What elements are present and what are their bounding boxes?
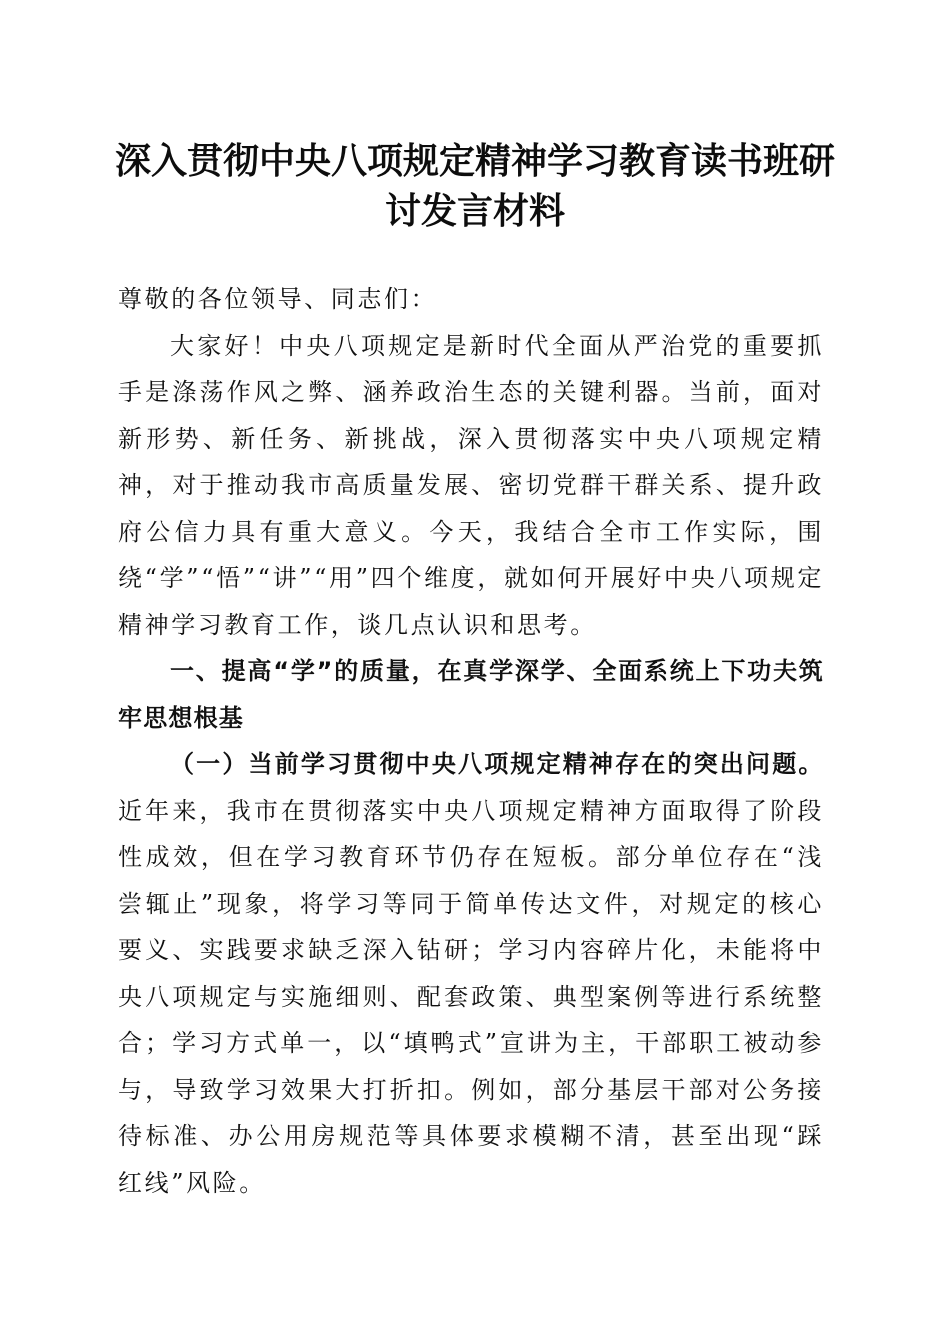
document-body — [118, 276, 824, 1206]
section-heading-1: 一、提高“学”的质量，在真学深学、全面系统上下功夫筑牢思想根基 — [118, 657, 824, 732]
document-title: 深入贯彻中央八项规定精神学习教育读书班研讨发言材料 — [114, 140, 835, 232]
subsection-label-1: （一）当前学习贯彻中央八项规定精神存在的突出问题。 — [170, 750, 824, 778]
intro-paragraph: 大家好！中央八项规定是新时代全面从严治党的重要抓手是涤荡作风之弊、涵养政治生态的关键利器。当前，面对新形势、新任务、新挑战，深入贯彻落实中央八项规定精神，对于推动我市高质量发展、密切党群干群关系、提升政府公信力具有重大意义。今天，我结合全市工作实际，围绕“学”“悟”“讲”“用”四个维度，就如何开展好中央八项规定精神学习教育工作，谈几点认识和思考。 — [118, 331, 824, 639]
salutation: 尊敬的各位领导、同志们： — [118, 285, 438, 313]
subsection-body-1: 近年来，我市在贯彻落实中央八项规定精神方面取得了阶段性成效，但在学习教育环节仍存在短板。部分单位存在“浅尝辄止”现象，将学习等同于简单传达文件，对规定的核心要义、实践要求缺乏深入钻研；学习内容碎片化，未能将中央八项规定与实施细则、配套政策、典型案例等进行系统整合；学习方式单一，以“填鸭式”宣讲为主，干部职工被动参与，导致学习效果大打折扣。例如，部分基层干部对公务接待标准、办公用房规范等具体要求模糊不清，甚至出现“踩红线”风险。 — [118, 796, 824, 1197]
subsection-paragraph-1 — [118, 741, 824, 1206]
